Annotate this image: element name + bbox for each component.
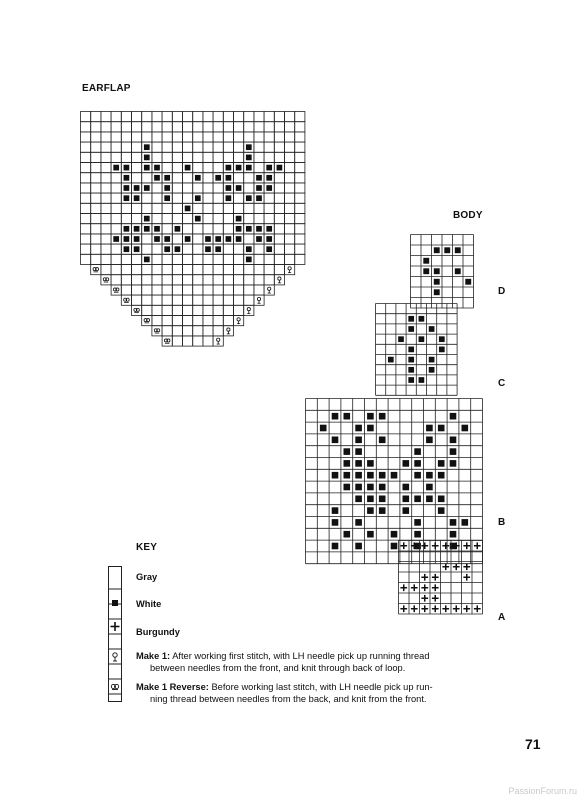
white-stitch-mark: [465, 279, 471, 285]
white-stitch-mark: [379, 507, 386, 514]
burgundy-stitch-mark: [421, 574, 428, 581]
burgundy-stitch-mark: [400, 542, 407, 549]
white-stitch-mark: [195, 195, 201, 201]
white-stitch-mark: [246, 226, 252, 232]
white-stitch-mark: [438, 507, 445, 514]
white-stitch-mark: [419, 336, 425, 342]
burgundy-stitch-mark: [421, 595, 428, 602]
key-make1r-title: Make 1 Reverse:: [136, 682, 209, 692]
white-stitch-mark: [367, 460, 374, 467]
white-stitch-mark: [246, 165, 252, 171]
white-stitch-mark: [450, 448, 457, 455]
white-stitch-mark: [355, 436, 362, 443]
white-stitch-mark: [215, 175, 221, 181]
burgundy-stitch-mark: [474, 542, 481, 549]
white-stitch-mark: [215, 246, 221, 252]
white-stitch-mark: [124, 226, 130, 232]
white-stitch-mark: [419, 377, 425, 383]
white-stitch-mark: [144, 165, 150, 171]
white-stitch-mark: [408, 326, 414, 332]
key-symbol-column: [108, 566, 124, 702]
white-stitch-mark: [343, 448, 350, 455]
white-stitch-mark: [320, 425, 327, 432]
burgundy-stitch-mark: [400, 584, 407, 591]
white-stitch-mark: [134, 185, 140, 191]
white-stitch-mark: [124, 246, 130, 252]
chart-b-label: B: [498, 517, 506, 528]
white-stitch-mark: [367, 472, 374, 479]
white-stitch-mark: [379, 472, 386, 479]
white-stitch-mark: [185, 206, 191, 212]
make-one-reverse-icon: [111, 684, 118, 689]
white-stitch-mark: [154, 175, 160, 181]
white-stitch-mark: [408, 316, 414, 322]
burgundy-stitch-mark: [411, 542, 418, 549]
white-stitch-mark: [450, 413, 457, 420]
burgundy-stitch-mark: [411, 584, 418, 591]
white-stitch-mark: [124, 175, 130, 181]
white-stitch-mark: [355, 519, 362, 526]
white-stitch-mark: [256, 175, 262, 181]
white-stitch-mark: [402, 495, 409, 502]
burgundy-stitch-mark: [400, 605, 407, 612]
burgundy-stitch-mark: [432, 584, 439, 591]
make-one-mark: [217, 338, 220, 344]
white-stitch-mark: [343, 413, 350, 420]
white-stitch-mark: [332, 472, 339, 479]
white-stitch-mark: [332, 436, 339, 443]
white-stitch-mark: [429, 367, 435, 373]
white-stitch-mark: [246, 155, 252, 161]
white-stitch-mark: [439, 347, 445, 353]
white-stitch-mark: [414, 531, 421, 538]
chart-a-label: A: [498, 612, 506, 623]
white-stitch-mark: [164, 246, 170, 252]
white-stitch-mark: [379, 495, 386, 502]
white-stitch-mark: [236, 226, 242, 232]
make-one-icon: [113, 653, 117, 661]
white-stitch-mark: [426, 495, 433, 502]
white-stitch-mark: [164, 175, 170, 181]
make-one-reverse-mark: [103, 278, 109, 282]
white-stitch-mark: [367, 531, 374, 538]
white-stitch-mark: [256, 236, 262, 242]
white-stitch-mark: [402, 484, 409, 491]
key-make1r-line1: Before working last stitch, with LH needle pick up run-: [211, 682, 433, 692]
burgundy-stitch-mark: [432, 595, 439, 602]
make-one-reverse-mark: [93, 268, 99, 272]
white-stitch-mark: [414, 460, 421, 467]
burgundy-stitch-mark: [453, 542, 460, 549]
burgundy-stitch-mark: [463, 542, 470, 549]
white-stitch-mark: [419, 316, 425, 322]
white-stitch-mark: [434, 268, 440, 274]
white-stitch-mark: [367, 425, 374, 432]
burgundy-stitch-mark: [432, 542, 439, 549]
white-stitch-mark: [355, 448, 362, 455]
key-make1: [136, 651, 516, 674]
white-stitch-mark: [246, 195, 252, 201]
white-stitch-mark: [144, 155, 150, 161]
white-stitch-mark: [205, 246, 211, 252]
white-stitch-mark: [154, 165, 160, 171]
white-stitch-mark: [414, 495, 421, 502]
white-stitch-mark: [164, 185, 170, 191]
white-stitch-mark: [429, 357, 435, 363]
white-stitch-mark: [355, 543, 362, 550]
white-stitch-mark: [124, 185, 130, 191]
white-stitch-mark: [144, 216, 150, 222]
burgundy-stitch-mark: [453, 605, 460, 612]
white-stitch-mark: [391, 472, 398, 479]
white-stitch-mark: [124, 236, 130, 242]
earflap-title: EARFLAP: [82, 83, 131, 94]
white-stitch-mark: [398, 336, 404, 342]
chart-c: [375, 303, 459, 397]
white-stitch-mark: [195, 216, 201, 222]
white-stitch-mark: [455, 268, 461, 274]
white-stitch-mark: [426, 425, 433, 432]
make-one-mark: [237, 318, 240, 324]
white-stitch-mark: [226, 175, 232, 181]
burgundy-stitch-mark: [463, 605, 470, 612]
white-stitch-mark: [367, 413, 374, 420]
white-stitch-mark: [236, 165, 242, 171]
white-stitch-mark: [414, 472, 421, 479]
white-stitch-mark: [426, 472, 433, 479]
white-stitch-mark: [438, 460, 445, 467]
white-stitch-mark: [236, 216, 242, 222]
white-stitch-mark: [195, 175, 201, 181]
burgundy-stitch-mark: [442, 542, 449, 549]
white-stitch-mark: [266, 165, 272, 171]
make-one-mark: [278, 277, 281, 283]
make-one-reverse-mark: [124, 298, 130, 302]
burgundy-stitch-mark: [463, 574, 470, 581]
burgundy-plus-icon: [111, 622, 120, 631]
burgundy-stitch-mark: [421, 542, 428, 549]
white-stitch-mark: [277, 165, 283, 171]
white-stitch-mark: [246, 246, 252, 252]
white-stitch-mark: [226, 165, 232, 171]
white-stitch-mark: [414, 519, 421, 526]
white-stitch-mark: [266, 185, 272, 191]
white-stitch-mark: [367, 507, 374, 514]
white-stitch-mark: [185, 165, 191, 171]
white-stitch-mark: [154, 236, 160, 242]
white-stitch-mark: [367, 484, 374, 491]
white-stitch-mark: [379, 413, 386, 420]
burgundy-stitch-mark: [474, 605, 481, 612]
white-stitch-mark: [438, 495, 445, 502]
page-number: 71: [525, 736, 541, 752]
white-stitch-mark: [175, 226, 181, 232]
white-stitch-mark: [388, 357, 394, 363]
white-stitch-mark: [461, 425, 468, 432]
white-stitch-mark: [185, 236, 191, 242]
body-title: BODY: [453, 210, 483, 221]
white-stitch-mark: [355, 425, 362, 432]
white-stitch-mark: [134, 195, 140, 201]
white-stitch-mark: [266, 236, 272, 242]
white-stitch-mark: [402, 460, 409, 467]
white-stitch-mark: [134, 236, 140, 242]
white-stitch-mark: [256, 195, 262, 201]
white-stitch-mark: [215, 236, 221, 242]
white-stitch-mark: [423, 258, 429, 264]
make-one-reverse-mark: [144, 319, 150, 323]
white-stitch-mark: [144, 144, 150, 150]
make-one-mark: [247, 308, 250, 314]
key-make1-title: Make 1:: [136, 651, 171, 661]
white-stitch-mark: [113, 236, 119, 242]
white-stitch-mark: [134, 246, 140, 252]
chart-c-label: C: [498, 378, 506, 389]
white-stitch-mark: [426, 484, 433, 491]
white-stitch-mark: [226, 185, 232, 191]
make-one-reverse-mark: [154, 329, 160, 333]
white-stitch-mark: [434, 279, 440, 285]
white-stitch-mark: [236, 185, 242, 191]
white-stitch-mark: [332, 519, 339, 526]
white-stitch-mark: [256, 185, 262, 191]
white-stitch-mark: [246, 257, 252, 263]
white-stitch-mark: [444, 247, 450, 253]
white-square-icon: [112, 600, 118, 606]
burgundy-stitch-mark: [421, 584, 428, 591]
key-make1-line1: After working first stitch, with LH needle pick up running thread: [172, 651, 430, 661]
white-stitch-mark: [144, 226, 150, 232]
white-stitch-mark: [408, 367, 414, 373]
white-stitch-mark: [144, 257, 150, 263]
key-title: KEY: [136, 542, 158, 553]
white-stitch-mark: [391, 543, 398, 550]
make-one-reverse-mark: [164, 339, 170, 343]
white-stitch-mark: [154, 226, 160, 232]
white-stitch-mark: [144, 185, 150, 191]
white-stitch-mark: [266, 226, 272, 232]
make-one-mark: [227, 328, 230, 334]
white-stitch-mark: [266, 246, 272, 252]
white-stitch-mark: [450, 436, 457, 443]
white-stitch-mark: [205, 236, 211, 242]
burgundy-stitch-mark: [463, 563, 470, 570]
white-stitch-mark: [402, 507, 409, 514]
burgundy-stitch-mark: [453, 563, 460, 570]
white-stitch-mark: [343, 472, 350, 479]
white-stitch-mark: [355, 495, 362, 502]
white-stitch-mark: [379, 436, 386, 443]
white-stitch-mark: [164, 195, 170, 201]
white-stitch-mark: [408, 377, 414, 383]
white-stitch-mark: [175, 246, 181, 252]
white-stitch-mark: [226, 195, 232, 201]
white-stitch-mark: [246, 144, 252, 150]
white-stitch-mark: [455, 247, 461, 253]
chart-d: [410, 234, 475, 310]
make-one-mark: [288, 267, 291, 273]
white-stitch-mark: [439, 336, 445, 342]
white-stitch-mark: [343, 484, 350, 491]
key-make1-reverse: [136, 682, 516, 705]
white-stitch-mark: [434, 289, 440, 295]
white-stitch-mark: [426, 436, 433, 443]
white-stitch-mark: [332, 543, 339, 550]
make-one-reverse-mark: [134, 308, 140, 312]
white-stitch-mark: [391, 531, 398, 538]
key-make1-line2: between needles from the front, and knit through back of loop.: [150, 662, 406, 673]
white-stitch-mark: [124, 165, 130, 171]
white-stitch-mark: [438, 472, 445, 479]
white-stitch-mark: [423, 268, 429, 274]
white-stitch-mark: [461, 519, 468, 526]
burgundy-stitch-mark: [442, 563, 449, 570]
chart-d-label: D: [498, 286, 506, 297]
white-stitch-mark: [134, 226, 140, 232]
burgundy-stitch-mark: [421, 605, 428, 612]
key-make1r-line2: ning thread between needles from the back, and knit from the front.: [150, 693, 427, 704]
white-stitch-mark: [367, 495, 374, 502]
make-one-mark: [268, 287, 271, 293]
key-white-label: White: [136, 599, 162, 609]
white-stitch-mark: [408, 347, 414, 353]
white-stitch-mark: [355, 484, 362, 491]
white-stitch-mark: [113, 165, 119, 171]
white-stitch-mark: [226, 236, 232, 242]
earflap-chart: [80, 111, 306, 348]
burgundy-stitch-mark: [432, 605, 439, 612]
make-one-reverse-mark: [113, 288, 119, 292]
key-gray-label: Gray: [136, 572, 158, 582]
white-stitch-mark: [450, 531, 457, 538]
burgundy-stitch-mark: [442, 605, 449, 612]
make-one-mark: [257, 297, 260, 303]
white-stitch-mark: [450, 460, 457, 467]
white-stitch-mark: [343, 460, 350, 467]
white-stitch-mark: [164, 236, 170, 242]
key-burgundy-label: Burgundy: [136, 627, 180, 637]
white-stitch-mark: [332, 507, 339, 514]
white-stitch-mark: [343, 531, 350, 538]
burgundy-stitch-mark: [411, 605, 418, 612]
white-stitch-mark: [434, 247, 440, 253]
white-stitch-mark: [379, 484, 386, 491]
white-stitch-mark: [236, 236, 242, 242]
white-stitch-mark: [355, 460, 362, 467]
white-stitch-mark: [429, 326, 435, 332]
watermark: PassionForum.ru: [508, 786, 577, 796]
white-stitch-mark: [408, 357, 414, 363]
white-stitch-mark: [256, 226, 262, 232]
white-stitch-mark: [332, 413, 339, 420]
white-stitch-mark: [266, 175, 272, 181]
white-stitch-mark: [414, 448, 421, 455]
white-stitch-mark: [450, 519, 457, 526]
burgundy-stitch-mark: [432, 574, 439, 581]
chart-a: [398, 540, 484, 616]
white-stitch-mark: [438, 425, 445, 432]
white-stitch-mark: [124, 195, 130, 201]
white-stitch-mark: [355, 472, 362, 479]
